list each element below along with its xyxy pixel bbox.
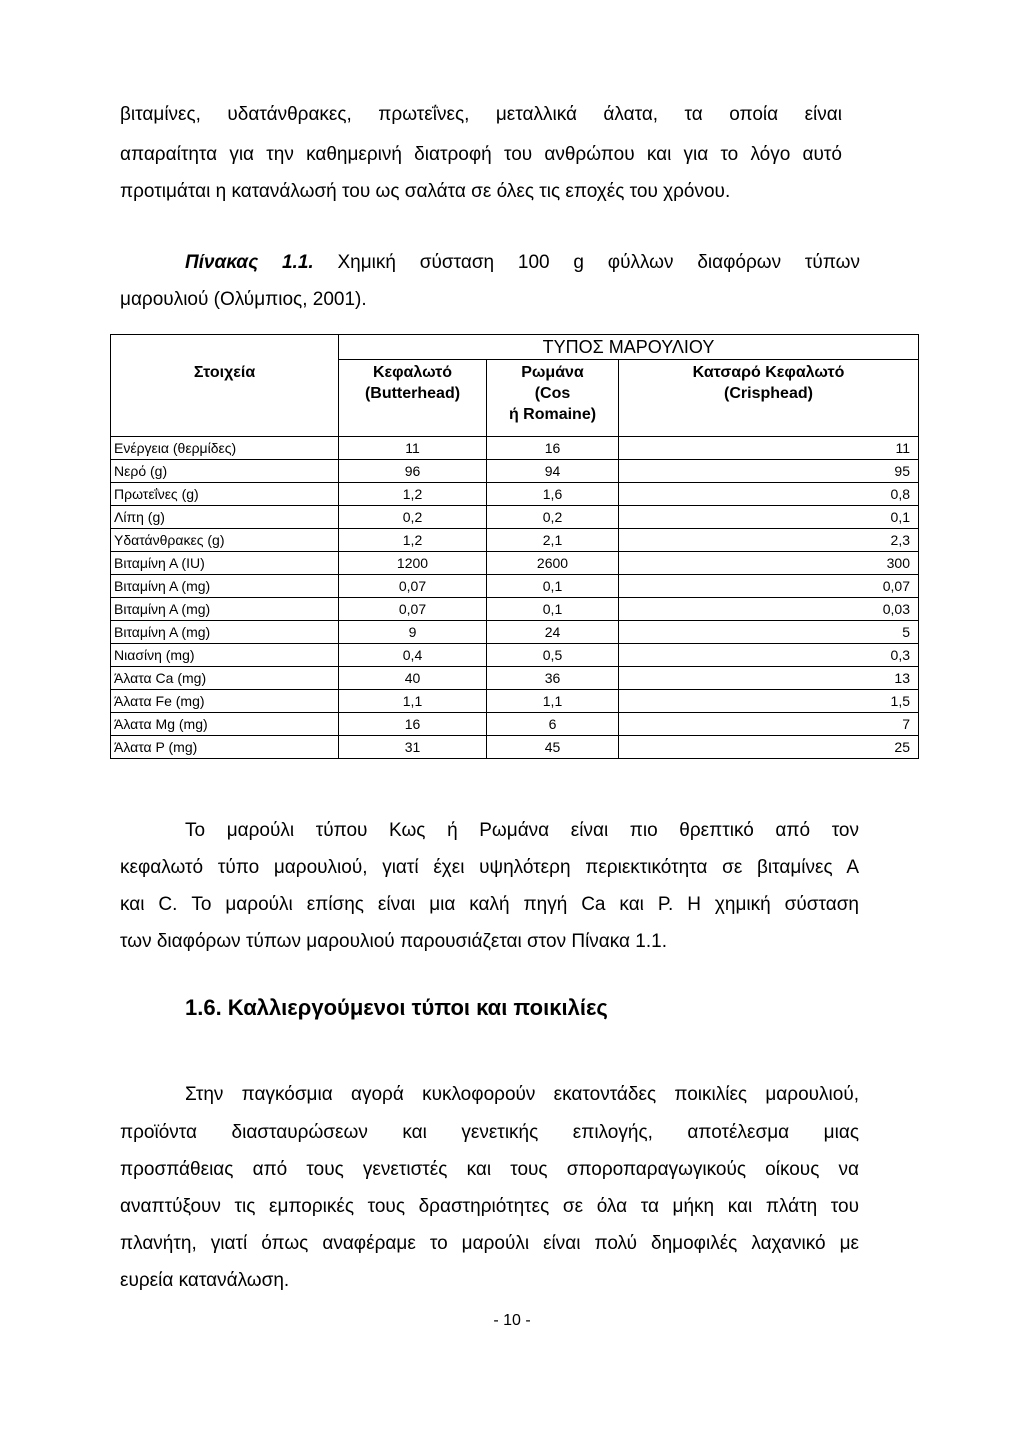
- value-cell: 0,03: [619, 598, 919, 621]
- value-cell: 6: [487, 713, 619, 736]
- intro-line-1: βιταμίνες, υδατάνθρακες, πρωτεΐνες, μεταλλικά άλατα, τα οποία είναι: [120, 104, 842, 125]
- elements-column-header: Στοιχεία: [111, 360, 339, 437]
- row-label-cell: Υδατάνθρακες (g): [111, 529, 339, 552]
- table-row: [111, 644, 919, 667]
- row-label-cell: Νερό (g): [111, 460, 339, 483]
- value-cell: 45: [487, 736, 619, 759]
- table-row: [111, 598, 919, 621]
- value-cell: 1,2: [339, 529, 487, 552]
- column-header-crisphead: [619, 360, 919, 437]
- after-line-2: κεφαλωτό τύπο μαρουλιού, γιατί έχει υψηλότερη περιεκτικότητα σε βιταμίνες Α: [120, 857, 859, 878]
- value-cell: 1,6: [487, 483, 619, 506]
- column-header-line: (Crisphead): [724, 385, 813, 402]
- table-corner-cell: [111, 335, 339, 360]
- row-label-cell: Ενέργεια (θερμίδες): [111, 437, 339, 460]
- value-cell: 2,1: [487, 529, 619, 552]
- row-label-cell: Βιταμίνη Α (mg): [111, 621, 339, 644]
- value-cell: 1,1: [487, 690, 619, 713]
- section-heading: 1.6. Καλλιεργούμενοι τύποι και ποικιλίες: [185, 995, 608, 1020]
- table-caption-text: Χημική σύσταση 100 g φύλλων διαφόρων τύπων: [337, 252, 860, 273]
- table-column-header-row: [111, 360, 919, 437]
- row-label-cell: Άλατα Fe (mg): [111, 690, 339, 713]
- table-row: [111, 690, 919, 713]
- value-cell: 9: [339, 621, 487, 644]
- row-label-cell: Νιασίνη (mg): [111, 644, 339, 667]
- column-header-butterhead: [339, 360, 487, 437]
- table-caption: [185, 251, 860, 275]
- value-cell: 1,5: [619, 690, 919, 713]
- value-cell: 95: [619, 460, 919, 483]
- nutrition-table: [110, 334, 919, 759]
- value-cell: 0,3: [619, 644, 919, 667]
- value-cell: 0,8: [619, 483, 919, 506]
- table-row: [111, 713, 919, 736]
- value-cell: 96: [339, 460, 487, 483]
- value-cell: 31: [339, 736, 487, 759]
- value-cell: 0,1: [487, 575, 619, 598]
- section-line-5: πλανήτη, γιατί όπως αναφέραμε το μαρούλι είναι πολύ δημοφιλές λαχανικό με: [120, 1233, 859, 1254]
- column-header-romaine: [487, 360, 619, 437]
- value-cell: 0,2: [339, 506, 487, 529]
- value-cell: 5: [619, 621, 919, 644]
- value-cell: 24: [487, 621, 619, 644]
- section-line-4: αναπτύξουν τις εμπορικές τους δραστηριότητες σε όλα τα μήκη και πλάτη του: [120, 1196, 859, 1217]
- table-row: [111, 575, 919, 598]
- row-label-cell: Βιταμίνη Α (mg): [111, 575, 339, 598]
- table-group-header-row: [111, 335, 919, 360]
- row-label-cell: Λίπη (g): [111, 506, 339, 529]
- table-body: [111, 437, 919, 759]
- value-cell: 40: [339, 667, 487, 690]
- row-label-cell: Πρωτεΐνες (g): [111, 483, 339, 506]
- section-line-1: Στην παγκόσμια αγορά κυκλοφορούν εκατοντάδες ποικιλίες μαρουλιού,: [185, 1084, 859, 1105]
- value-cell: 11: [619, 437, 919, 460]
- value-cell: 94: [487, 460, 619, 483]
- value-cell: 36: [487, 667, 619, 690]
- page-number: - 10 -: [493, 1312, 531, 1329]
- after-line-4: των διαφόρων τύπων μαρουλιού παρουσιάζεται στον Πίνακα 1.1.: [120, 931, 667, 952]
- table-row: [111, 667, 919, 690]
- table-caption-label: Πίνακας 1.1.: [185, 252, 314, 273]
- column-header-line: Ρωμάνα: [521, 364, 584, 381]
- value-cell: 0,07: [339, 598, 487, 621]
- table-row: [111, 460, 919, 483]
- value-cell: 13: [619, 667, 919, 690]
- value-cell: 2600: [487, 552, 619, 575]
- intro-line-3: προτιμάται η κατανάλωσή του ως σαλάτα σε όλες τις εποχές του χρόνου.: [120, 181, 731, 202]
- value-cell: 0,2: [487, 506, 619, 529]
- value-cell: 0,1: [487, 598, 619, 621]
- table-row: [111, 736, 919, 759]
- table-row: [111, 529, 919, 552]
- column-header-line: Κεφαλωτό: [372, 364, 453, 381]
- value-cell: 300: [619, 552, 919, 575]
- column-header-line: (Butterhead): [364, 385, 461, 402]
- column-header-line: (Cos: [534, 385, 571, 402]
- section-line-3: προσπάθειας από τους γενετιστές και τους σποροπαραγωγικούς οίκους να: [120, 1159, 859, 1180]
- value-cell: 0,07: [339, 575, 487, 598]
- value-cell: 0,1: [619, 506, 919, 529]
- value-cell: 0,07: [619, 575, 919, 598]
- table-caption-line-2: μαρουλιού (Ολύμπιος, 2001).: [120, 289, 367, 310]
- table-row: [111, 483, 919, 506]
- value-cell: 1200: [339, 552, 487, 575]
- column-header-line: ή Romaine): [508, 406, 597, 423]
- row-label-cell: Άλατα Mg (mg): [111, 713, 339, 736]
- value-cell: 25: [619, 736, 919, 759]
- table-row: [111, 506, 919, 529]
- column-header-line: Κατσαρό Κεφαλωτό: [692, 364, 845, 381]
- value-cell: 0,4: [339, 644, 487, 667]
- row-label-cell: Άλατα Ca (mg): [111, 667, 339, 690]
- table-row: [111, 552, 919, 575]
- value-cell: 2,3: [619, 529, 919, 552]
- value-cell: 16: [339, 713, 487, 736]
- value-cell: 1,1: [339, 690, 487, 713]
- value-cell: 1,2: [339, 483, 487, 506]
- value-cell: 11: [339, 437, 487, 460]
- table-row: [111, 437, 919, 460]
- row-label-cell: Βιταμίνη Α (IU): [111, 552, 339, 575]
- value-cell: 0,5: [487, 644, 619, 667]
- section-line-6: ευρεία κατανάλωση.: [120, 1270, 290, 1291]
- section-line-2: προϊόντα διασταυρώσεων και γενετικής επιλογής, αποτέλεσμα μιας: [120, 1122, 859, 1143]
- intro-line-2: απαραίτητα για την καθημερινή διατροφή του ανθρώπου και για το λόγο αυτό: [120, 144, 842, 165]
- after-line-3: και C. Το μαρούλι επίσης είναι μια καλή πηγή Ca και P. Η χημική σύσταση: [120, 894, 859, 915]
- row-label-cell: Βιταμίνη Α (mg): [111, 598, 339, 621]
- value-cell: 7: [619, 713, 919, 736]
- after-line-1: Το μαρούλι τύπου Κως ή Ρωμάνα είναι πιο θρεπτικό από τον: [185, 820, 859, 841]
- table-row: [111, 621, 919, 644]
- lettuce-type-header: ΤΥΠΟΣ ΜΑΡΟΥΛΙΟΥ: [339, 335, 919, 360]
- value-cell: 16: [487, 437, 619, 460]
- row-label-cell: Άλατα P (mg): [111, 736, 339, 759]
